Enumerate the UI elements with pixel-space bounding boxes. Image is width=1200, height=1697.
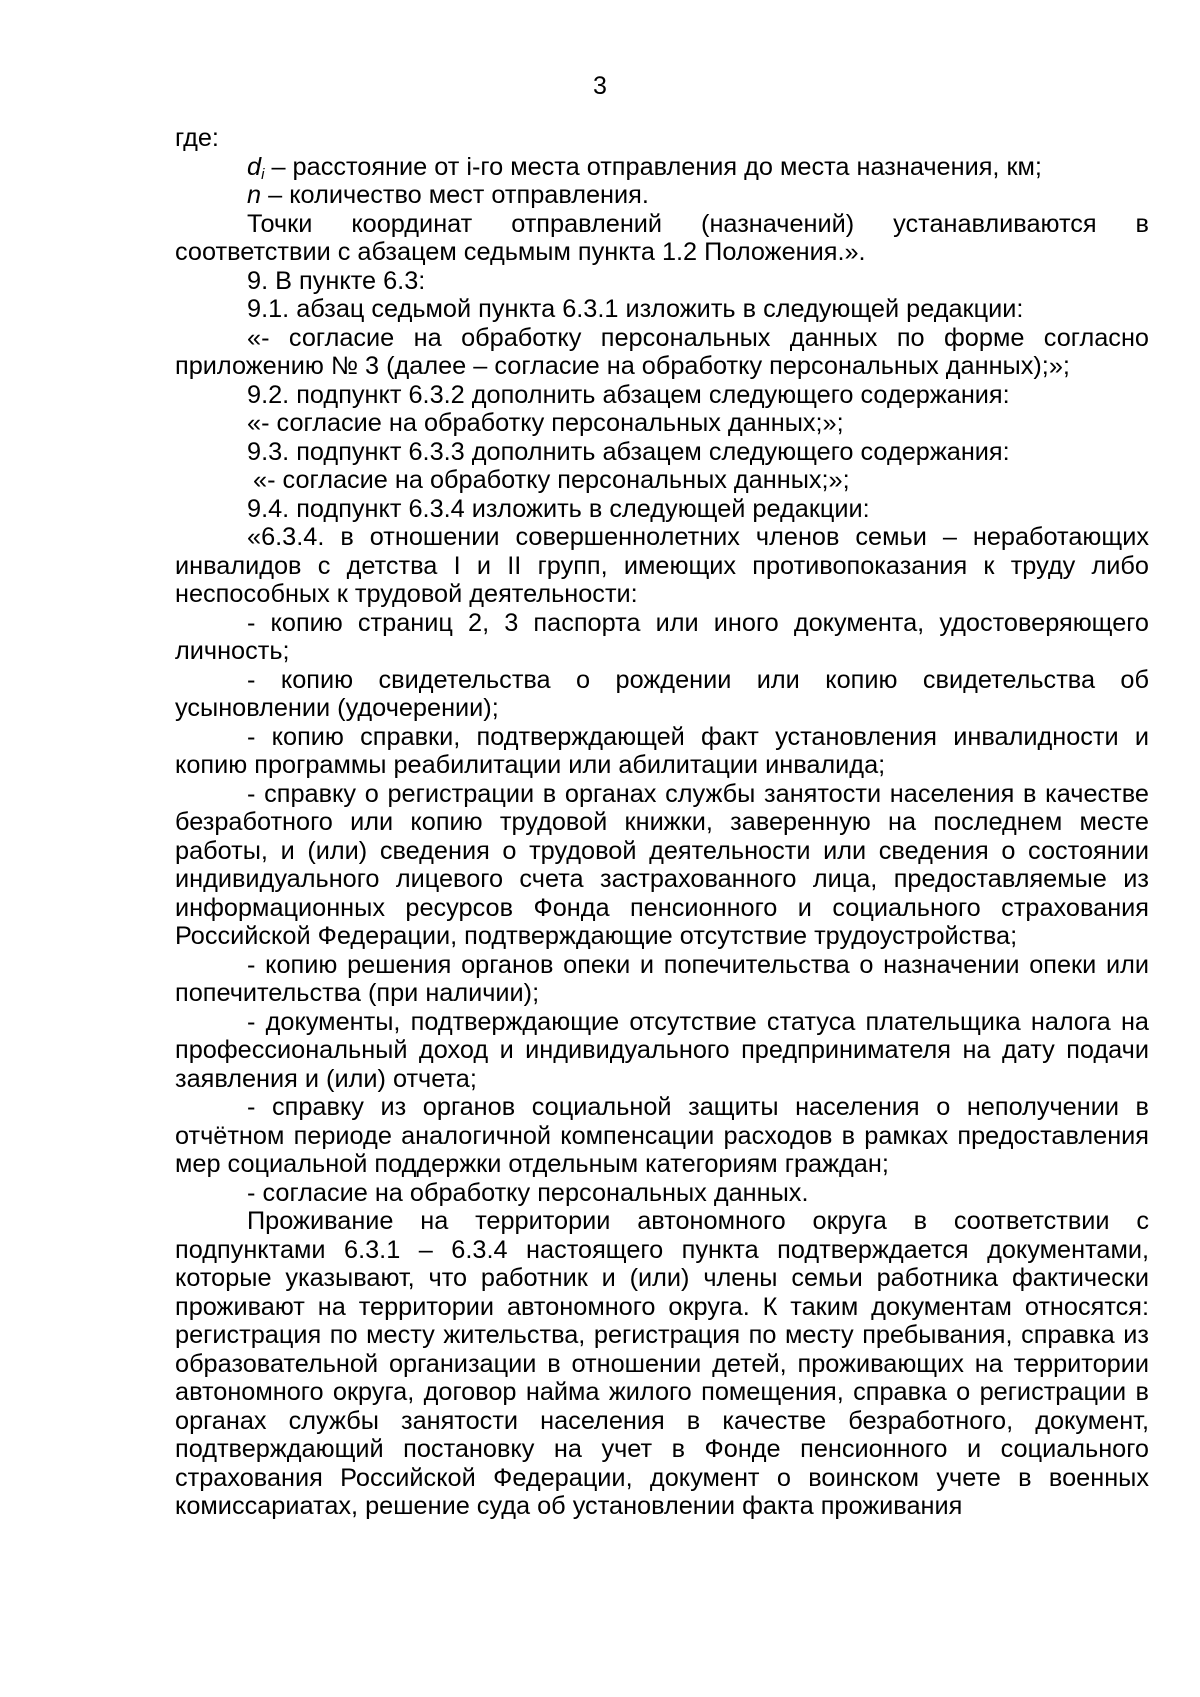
paragraph: – расстояние от i-го места отправления до места назначения, км; — [271, 152, 1042, 181]
paragraph: «- согласие на обработку персональных данных;»; — [253, 466, 850, 494]
symbol-d: $d_i$ — [247, 152, 265, 183]
list-item: - справку из органов социальной защиты населения о неполучении в отчётном периоде аналогичной компенсации расходов в рамках предоставления мер социальной поддержки отдельным категориям граждан; — [175, 1093, 1149, 1178]
list-item: - документы, подтверждающие отсутствие статуса плательщика налога на профессиональный доход и индивидуального предпринимателя на дату подачи заявления и (или) отчета; — [175, 1007, 1149, 1093]
list-item: - справку о регистрации в органах службы занятости населения в качестве безработного или копию трудовой книжки, заверенную на последнем месте работы, и (или) сведения о трудовой деятельности или сведения о состоянии индивидуального лицевого счета застрахованного лица, предоставляемые из информационных ресурсов Фонда пенсионного и социального страхования Российской Федерации, подтверждающие отсутствие трудоустройства; — [175, 779, 1149, 950]
document-body — [175, 124, 1149, 1521]
formula-variable-n — [175, 181, 1149, 210]
list-item: - согласие на обработку персональных данных. — [247, 1178, 809, 1207]
list-item: - копию решения органов опеки и попечительства о назначении опеки или попечительства (при наличии); — [175, 950, 1149, 1007]
list-item: - копию справки, подтверждающей факт установления инвалидности и копию программы реабилитации или абилитации инвалида; — [175, 722, 1149, 779]
list-item: - копию страниц 2, 3 паспорта или иного документа, удостоверяющего личность; — [175, 608, 1149, 665]
paragraph: «6.3.4. в отношении совершеннолетних членов семьи – неработающих инвалидов с детства I и II групп, имеющих противопоказания к труду либо неспособных к трудовой деятельности: — [175, 523, 1149, 608]
paragraph: «- согласие на обработку персональных данных по форме согласно приложению № 3 (далее – согласие на обработку персональных данных);»; — [175, 323, 1149, 380]
paragraph: «- согласие на обработку персональных данных;»; — [247, 409, 844, 437]
page-number: 3 — [593, 72, 607, 100]
paragraph: где: — [175, 124, 219, 152]
paragraph: 9.1. абзац седьмой пункта 6.3.1 изложить в следующей редакции: — [247, 295, 1024, 323]
paragraph: Проживание на территории автономного округа в соответствии с подпунктами 6.3.1 – 6.3.4 настоящего пункта подтверждается документами, которые указывают, что работник и (или) члены семьи работника фактически проживают на территории автономного округа. К таким документам относятся: регистрация по месту жительства, регистрация по месту пребывания, справка из образовательной организации в отношении детей, проживающих на территории автономного округа, договор найма жилого помещения, справка о регистрации в органах службы занятости населения в качестве безработного, документ, подтверждающий постановку на учет в Фонде пенсионного и социального страхования Российской Федерации, документ о воинском учете в военных комиссариатах, решение суда об установлении факта проживания — [175, 1207, 1149, 1520]
paragraph: 9.4. подпункт 6.3.4 изложить в следующей редакции: — [247, 494, 870, 523]
paragraph: Точки координат отправлений (назначений) устанавливаются в соответствии с абзацем седьмым пункта 1.2 Положения.». — [175, 209, 1149, 266]
paragraph: 9.3. подпункт 6.3.3 дополнить абзацем следующего содержания: — [247, 437, 1010, 466]
paragraph: – количество мест отправления. — [268, 181, 649, 209]
list-item: - копию свидетельства о рождении или копию свидетельства об усыновлении (удочерении); — [175, 665, 1149, 722]
symbol-n: n — [247, 181, 262, 209]
paragraph: 9.2. подпункт 6.3.2 дополнить абзацем следующего содержания: — [247, 380, 1010, 409]
paragraph: 9. В пункте 6.3: — [247, 266, 426, 295]
formula-variable-d — [175, 153, 1149, 182]
